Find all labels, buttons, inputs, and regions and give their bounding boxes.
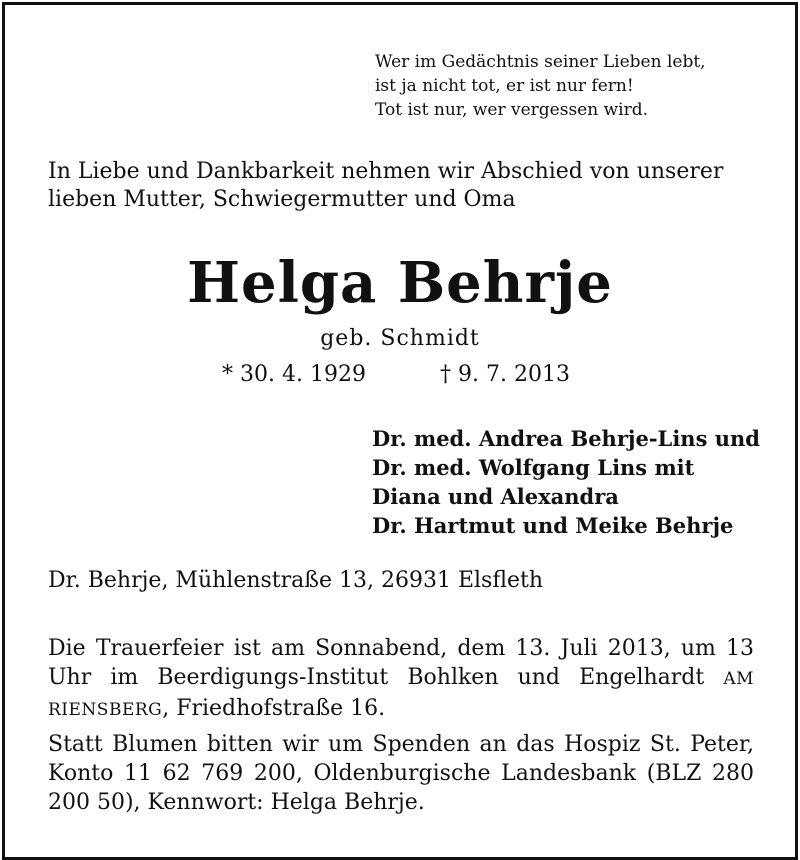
mourner-line: Dr. Hartmut und Meike Behrje [372,513,734,538]
poem-line: Wer im Gedächtnis seiner Lieben lebt, [375,52,706,72]
donation-info: Statt Blumen bitten wir um Spenden an das Hospiz St. Peter, Konto 11 62 769 200, Oldenburgische Landesbank (BLZ 280 200 50), Kennwort: Helga Behrje. [48,732,754,815]
poem-line: ist ja nicht tot, er ist nur fern! [375,76,634,96]
memorial-poem [375,50,706,122]
funeral-address: , Friedhofstraße 16. [162,696,386,721]
poem-line: Tot ist nur, wer vergessen wird. [375,100,648,120]
family-address: Dr. Behrje, Mühlenstraße 13, 26931 Elsfleth [48,568,544,593]
death-date: † 9. 7. 2013 [440,362,570,387]
funeral-text: Die Trauerfeier ist am Sonnabend, dem 13. Juli 2013, um 13 Uhr im Beerdigungs-Institut Bohlken und Engelhardt [48,636,754,690]
mourner-line: Diana und Alexandra [372,484,619,509]
funeral-info [48,634,754,725]
funeral-venue: AM RIENSBERG [48,669,755,720]
mourners-list [372,424,760,540]
maiden-name: geb. Schmidt [320,326,480,351]
birth-date: * 30. 4. 1929 [222,362,366,387]
deceased-name: Helga Behrje [187,250,613,316]
mourner-line: Dr. med. Andrea Behrje-Lins und [372,426,760,451]
intro-text: In Liebe und Dankbarkeit nehmen wir Abschied von unserer lieben Mutter, Schwiegermutter und Oma [48,159,724,212]
mourner-line: Dr. med. Wolfgang Lins mit [372,455,695,480]
